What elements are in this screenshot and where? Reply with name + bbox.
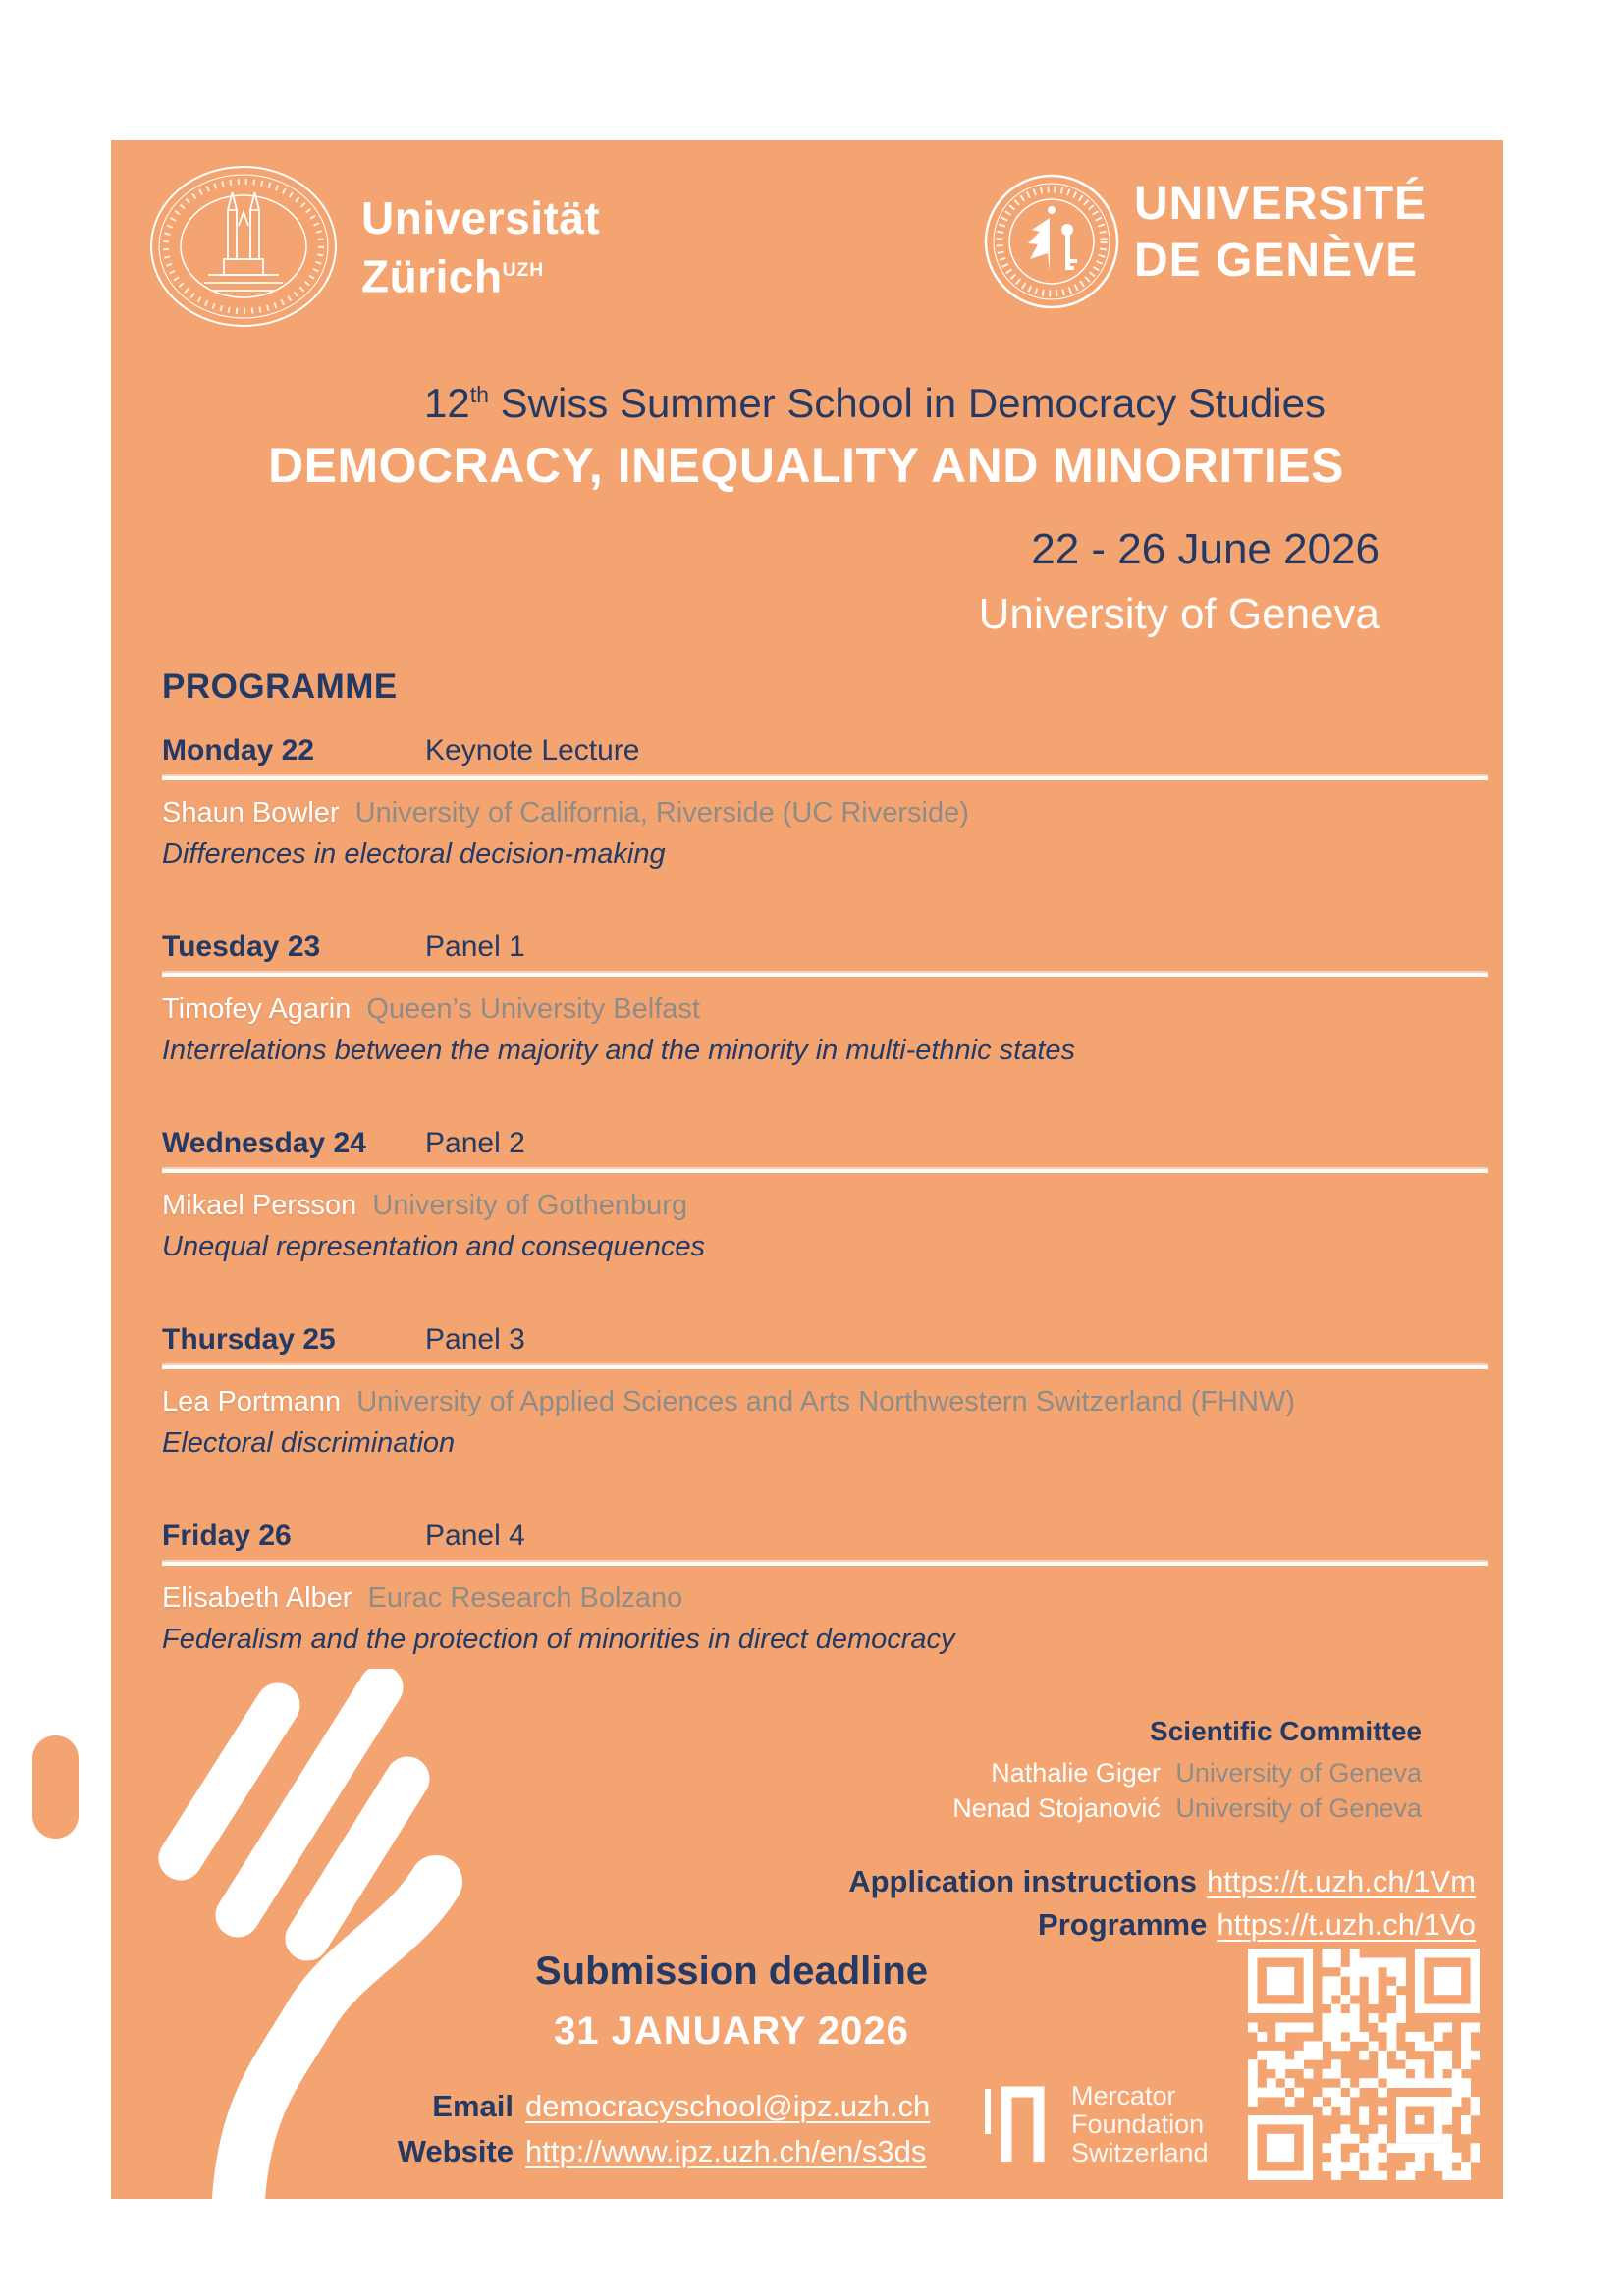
margin-pill: [32, 1735, 79, 1839]
talk-topic: Differences in electoral decision-making: [162, 838, 666, 870]
day-label: Thursday 25: [162, 1323, 336, 1356]
programme-entry-thursday: [162, 1322, 1488, 1519]
unige-line1: UNIVERSITÉ: [1134, 178, 1428, 230]
committee-heading: Scientific Committee: [1150, 1716, 1422, 1746]
application-instructions-label: Application instructions: [848, 1864, 1198, 1898]
talk-topic: Unequal representation and consequences: [162, 1231, 706, 1262]
uzh-sup: UZH: [502, 260, 545, 281]
uzh-line1: Universität: [361, 192, 601, 243]
submission-deadline: [486, 1949, 977, 2054]
speaker-affiliation: Eurac Research Bolzano: [367, 1582, 683, 1614]
committee-member-name: Nenad Stojanović: [952, 1793, 1161, 1823]
committee-member-name: Nathalie Giger: [991, 1758, 1161, 1788]
speaker-name: Mikael Persson: [162, 1190, 357, 1221]
qr-code: [1248, 1949, 1480, 2180]
contact-block: [258, 2084, 930, 2174]
email-label: Email: [432, 2089, 514, 2123]
uzh-logo-wordmark: [361, 191, 600, 302]
speaker-name: Lea Portmann: [162, 1386, 342, 1417]
mercator-logo: [979, 2076, 1209, 2167]
deadline-date: 31 JANUARY 2026: [554, 2009, 909, 2053]
committee-member-affiliation: University of Geneva: [1175, 1793, 1422, 1823]
programme-entry-tuesday: [162, 930, 1488, 1126]
separator-line: [162, 1169, 1488, 1173]
committee-member: [952, 1790, 1422, 1826]
committee-member: [952, 1755, 1422, 1790]
uzh-seal-icon: [147, 162, 340, 331]
speaker-affiliation: University of Applied Sciences and Arts Northwestern Switzerland (FHNW): [356, 1386, 1295, 1417]
unige-seal-icon: [983, 173, 1120, 310]
unige-line2: DE GENÈVE: [1134, 235, 1419, 287]
speaker-name: Elisabeth Alber: [162, 1582, 352, 1614]
mercator-logo-text: Mercator Foundation Switzerland: [1071, 2081, 1209, 2167]
website-link[interactable]: http://www.ipz.uzh.ch/en/s3ds: [525, 2134, 927, 2168]
talk-topic: Federalism and the protection of minorities in direct democracy: [162, 1624, 955, 1655]
programme-link-label: Programme: [1038, 1907, 1208, 1942]
session-label: Panel 1: [425, 931, 525, 963]
programme-heading: PROGRAMME: [162, 667, 398, 706]
session-label: Panel 3: [425, 1323, 525, 1356]
page-title: DEMOCRACY, INEQUALITY AND MINORITIES: [268, 438, 1344, 493]
programme-entry-monday: [162, 733, 1488, 930]
uzh-line2: Zürich$^{UZH}$: [361, 250, 545, 302]
speaker-name: Timofey Agarin: [162, 993, 352, 1025]
speaker-affiliation: University of California, Riverside (UC Riverside): [354, 797, 969, 828]
session-label: Panel 2: [425, 1127, 525, 1159]
programme-link[interactable]: https://t.uzh.ch/1Vo: [1217, 1907, 1476, 1942]
website-label: Website: [397, 2134, 514, 2168]
separator-line: [162, 973, 1488, 977]
session-label: Panel 4: [425, 1520, 525, 1552]
session-label: Keynote Lecture: [425, 734, 640, 767]
day-label: Tuesday 23: [162, 931, 321, 963]
speaker-name: Shaun Bowler: [162, 797, 340, 828]
unige-logo-wordmark: [1134, 176, 1427, 290]
programme-entry-wednesday: [162, 1126, 1488, 1322]
separator-line: [162, 1562, 1488, 1566]
separator-line: [162, 776, 1488, 780]
links-block: [848, 1860, 1476, 1947]
talk-topic: Interrelations between the majority and the minority in multi-ethnic states: [162, 1035, 1076, 1066]
event-location: University of Geneva: [978, 590, 1380, 638]
day-label: Friday 26: [162, 1520, 292, 1552]
edition-line: 12th Swiss Summer School in Democracy Studies: [424, 380, 1326, 426]
poster-background: [111, 140, 1503, 2199]
day-label: Wednesday 24: [162, 1127, 366, 1159]
email-link[interactable]: democracyschool@ipz.uzh.ch: [525, 2089, 931, 2123]
speaker-affiliation: University of Gothenburg: [372, 1190, 688, 1221]
application-instructions-link[interactable]: https://t.uzh.ch/1Vm: [1207, 1864, 1476, 1898]
event-dates: 22 - 26 June 2026: [1031, 525, 1380, 573]
scientific-committee: [952, 1716, 1422, 1826]
speaker-affiliation: Queen’s University Belfast: [366, 993, 700, 1025]
day-label: Monday 22: [162, 734, 315, 767]
deadline-heading: Submission deadline: [534, 1949, 929, 1993]
committee-member-affiliation: University of Geneva: [1175, 1758, 1422, 1788]
mercator-logo-icon: [979, 2076, 1057, 2164]
talk-topic: Electoral discrimination: [162, 1427, 456, 1459]
programme-list: [162, 733, 1488, 1715]
separator-line: [162, 1365, 1488, 1369]
